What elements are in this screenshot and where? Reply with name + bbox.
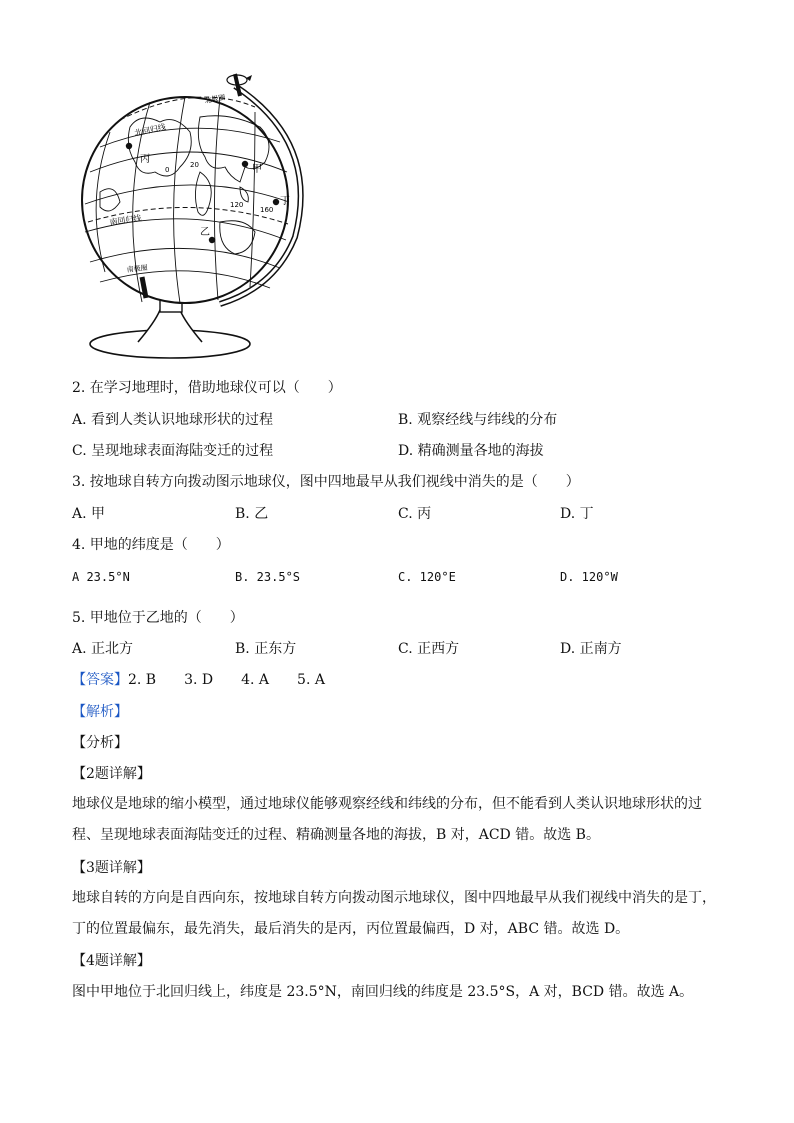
question-5-stem: 5. 甲地位于乙地的（ ） [72,610,244,626]
detail-3-line-2: 丁的位置最偏东，最先消失，最后消失的是丙，丙位置最偏西，D 对，ABC 错。故选 D。 [72,921,630,937]
label-jia: 甲 [252,164,262,175]
question-5-option-b: B. 正东方 [235,641,297,657]
question-3-stem: 3. 按地球自转方向拨动图示地球仪，图中四地最早从我们视线中消失的是（ ） [72,474,580,490]
question-4-option-d: D. 120°W [560,570,618,584]
detail-4-line-1: 图中甲地位于北回归线上，纬度是 23.5°N，南回归线的纬度是 23.5°S，A 对，BCD 错。故选 A。 [72,984,694,1000]
question-5-option-d: D. 正南方 [560,641,622,657]
label-yi: 乙 [200,227,210,238]
detail-2-body [72,789,724,851]
label-lon-20: 20 [190,161,199,169]
fenxi-tag: 【分析】 [72,735,128,751]
question-2-option-b: B. 观察经线与纬线的分布 [398,412,558,428]
question-2-option-c: C. 呈现地球表面海陆变迁的过程 [72,443,274,459]
label-lon-160: 160 [260,206,274,214]
question-3-option-c: C. 丙 [398,506,432,522]
detail-2-line-2: 程、呈现地球表面海陆变迁的过程、精确测量各地的海拔，B 对，ACD 错。故选 B。 [72,827,600,843]
detail-3-line-1: 地球自转的方向是自西向东，按地球自转方向拨动图示地球仪，图中四地最早从我们视线中消失的是丁， [72,890,716,906]
globe-sphere [82,97,288,303]
label-lon-120: 120 [230,201,244,209]
question-4-option-c: C. 120°E [398,570,456,584]
question-3-option-d: D. 丁 [560,506,594,522]
question-2-option-a: A. 看到人类认识地球形状的过程 [72,412,274,428]
answer-row [72,670,325,690]
globe-figure [80,72,315,364]
label-lon-zero: 0 [165,166,170,174]
point-ding [273,199,279,205]
detail-3-tag: 【3题详解】 [72,860,151,876]
point-jia [242,161,248,167]
question-3-option-a: A. 甲 [72,506,106,522]
question-4-option-b: B. 23.5°S [235,570,301,584]
label-north-tropic: 北回归线 [133,122,167,138]
question-5-option-a: A. 正北方 [72,641,134,657]
label-bing: 丙 [140,154,150,165]
question-3-option-b: B. 乙 [235,506,269,522]
label-south-tropic: 南回归线 [109,213,142,227]
answer-tag: 【答案】 [72,672,128,688]
detail-2-line-1: 地球仪是地球的缩小模型，通过地球仪能够观察经线和纬线的分布，但不能看到人类认识地球形状的过 [72,796,702,812]
label-ding: 丁 [280,196,290,207]
question-4-option-a: A 23.5°N [72,570,130,584]
question-2-stem: 2. 在学习地理时，借助地球仪可以（ ） [72,380,342,396]
detail-4-body [72,977,724,1008]
question-4-stem: 4. 甲地的纬度是（ ） [72,537,230,553]
point-bing [126,143,132,149]
question-5-option-c: C. 正西方 [398,641,460,657]
globe-illustration [80,72,315,364]
detail-3-body [72,883,724,945]
detail-2-tag: 【2题详解】 [72,766,151,782]
analysis-tag: 【解析】 [72,704,128,720]
detail-4-tag: 【4题详解】 [72,953,151,969]
answer-text: 2. B 3. D 4. A 5. A [128,672,325,688]
question-2-option-d: D. 精确测量各地的海拔 [398,443,544,459]
label-north-polar: 北极圈 [203,93,227,105]
label-south-polar: 南极圈 [126,263,149,274]
